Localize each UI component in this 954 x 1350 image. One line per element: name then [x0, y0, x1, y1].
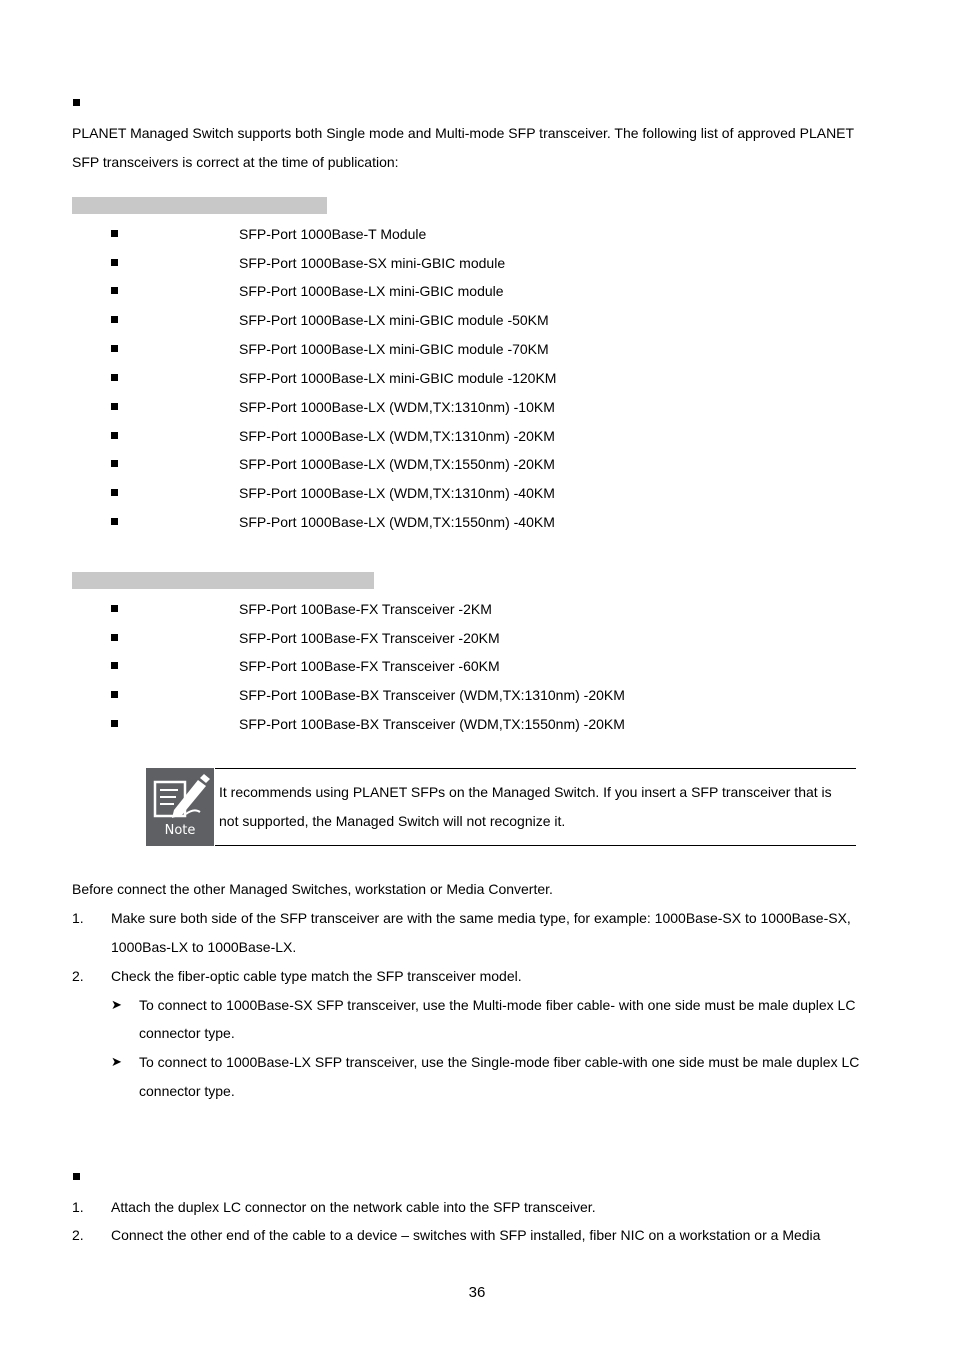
step-text-line-1: Make sure both side of the SFP transceiver are with the same media type, for example: 1000Base-SX to 1000Base-SX,	[111, 910, 851, 926]
list-bullet-icon	[111, 518, 118, 525]
list-bullet-icon	[111, 489, 118, 496]
step-number: 1.	[72, 1199, 84, 1215]
list-item: SFP-Port 1000Base-LX mini-GBIC module -120KM	[239, 370, 557, 386]
sub-bullet-line-1: To connect to 1000Base-LX SFP transceiver, use the Single-mode fiber cable-with one side must be male duplex LC	[139, 1054, 860, 1070]
list-item: SFP-Port 1000Base-LX (WDM,TX:1310nm) -20KM	[239, 428, 555, 444]
list-bullet-icon	[111, 316, 118, 323]
list-bullet-icon	[111, 460, 118, 467]
list-bullet-icon	[111, 662, 118, 669]
intro-line-1: PLANET Managed Switch supports both Single mode and Multi-mode SFP transceiver. The following list of approved PLANET	[72, 125, 855, 141]
list-bullet-icon	[111, 634, 118, 641]
list-item: SFP-Port 100Base-FX Transceiver -2KM	[239, 601, 492, 617]
step-text: Connect the other end of the cable to a device – switches with SFP installed, fiber NIC on a workstation or a Media	[111, 1227, 821, 1243]
step-number: 1.	[72, 910, 84, 926]
arrow-bullet-icon: ➤	[111, 997, 122, 1012]
list-item: SFP-Port 100Base-BX Transceiver (WDM,TX:1310nm) -20KM	[239, 687, 625, 703]
note-icon-label: Note	[164, 823, 196, 838]
section-bullet-icon	[73, 99, 80, 106]
list-bullet-icon	[111, 432, 118, 439]
list-bullet-icon	[111, 720, 118, 727]
arrow-bullet-icon: ➤	[111, 1054, 122, 1069]
step-text-line-1: Check the fiber-optic cable type match the SFP transceiver model.	[111, 968, 522, 984]
intro-line-2: SFP transceivers is correct at the time of publication:	[72, 154, 399, 170]
before-intro: Before connect the other Managed Switches, workstation or Media Converter.	[72, 881, 553, 897]
list-item: SFP-Port 1000Base-LX (WDM,TX:1550nm) -20KM	[239, 456, 555, 472]
list-bullet-icon	[111, 287, 118, 294]
list-bullet-icon	[111, 403, 118, 410]
step-text: Attach the duplex LC connector on the network cable into the SFP transceiver.	[111, 1199, 596, 1215]
list-item: SFP-Port 1000Base-LX mini-GBIC module -50KM	[239, 312, 549, 328]
list-bullet-icon	[111, 345, 118, 352]
list-item: SFP-Port 1000Base-SX mini-GBIC module	[239, 255, 506, 271]
list-item: SFP-Port 1000Base-LX (WDM,TX:1310nm) -10KM	[239, 399, 555, 415]
list-item: SFP-Port 1000Base-LX mini-GBIC module	[239, 283, 504, 299]
list-item: SFP-Port 100Base-BX Transceiver (WDM,TX:1550nm) -20KM	[239, 716, 625, 732]
note-bottom-rule	[215, 845, 856, 846]
section-bullet-icon	[73, 1173, 80, 1180]
sub-bullet-line-2: connector type.	[139, 1083, 235, 1099]
note-line-1: It recommends using PLANET SFPs on the Managed Switch. If you insert a SFP transceiver that is	[219, 784, 832, 800]
step-text-line-2: 1000Bas-LX to 1000Base-LX.	[111, 939, 297, 955]
sub-bullet-line-2: connector type.	[139, 1025, 235, 1041]
list-item: SFP-Port 1000Base-LX (WDM,TX:1310nm) -40KM	[239, 485, 555, 501]
list-item: SFP-Port 1000Base-LX mini-GBIC module -70KM	[239, 341, 549, 357]
list-item: SFP-Port 1000Base-LX (WDM,TX:1550nm) -40KM	[239, 514, 555, 530]
sub-bullet-line-1: To connect to 1000Base-SX SFP transceiver, use the Multi-mode fiber cable- with one side must be male duplex LC	[139, 997, 856, 1013]
step-number: 2.	[72, 1227, 84, 1243]
step-number: 2.	[72, 968, 84, 984]
note-line-2: not supported, the Managed Switch will not recognize it.	[219, 813, 566, 829]
list-item: SFP-Port 100Base-FX Transceiver -60KM	[239, 658, 500, 674]
list-bullet-icon	[111, 605, 118, 612]
note-top-rule	[215, 768, 856, 769]
list-bullet-icon	[111, 691, 118, 698]
page-number: 36	[468, 1284, 486, 1301]
list-item: SFP-Port 100Base-FX Transceiver -20KM	[239, 630, 500, 646]
list-bullet-icon	[111, 374, 118, 381]
fast-ethernet-heading-highlight	[72, 572, 374, 589]
note-icon	[146, 768, 214, 846]
list-bullet-icon	[111, 230, 118, 237]
gigabit-heading-highlight	[72, 197, 327, 214]
list-bullet-icon	[111, 259, 118, 266]
list-item: SFP-Port 1000Base-T Module	[239, 226, 427, 242]
